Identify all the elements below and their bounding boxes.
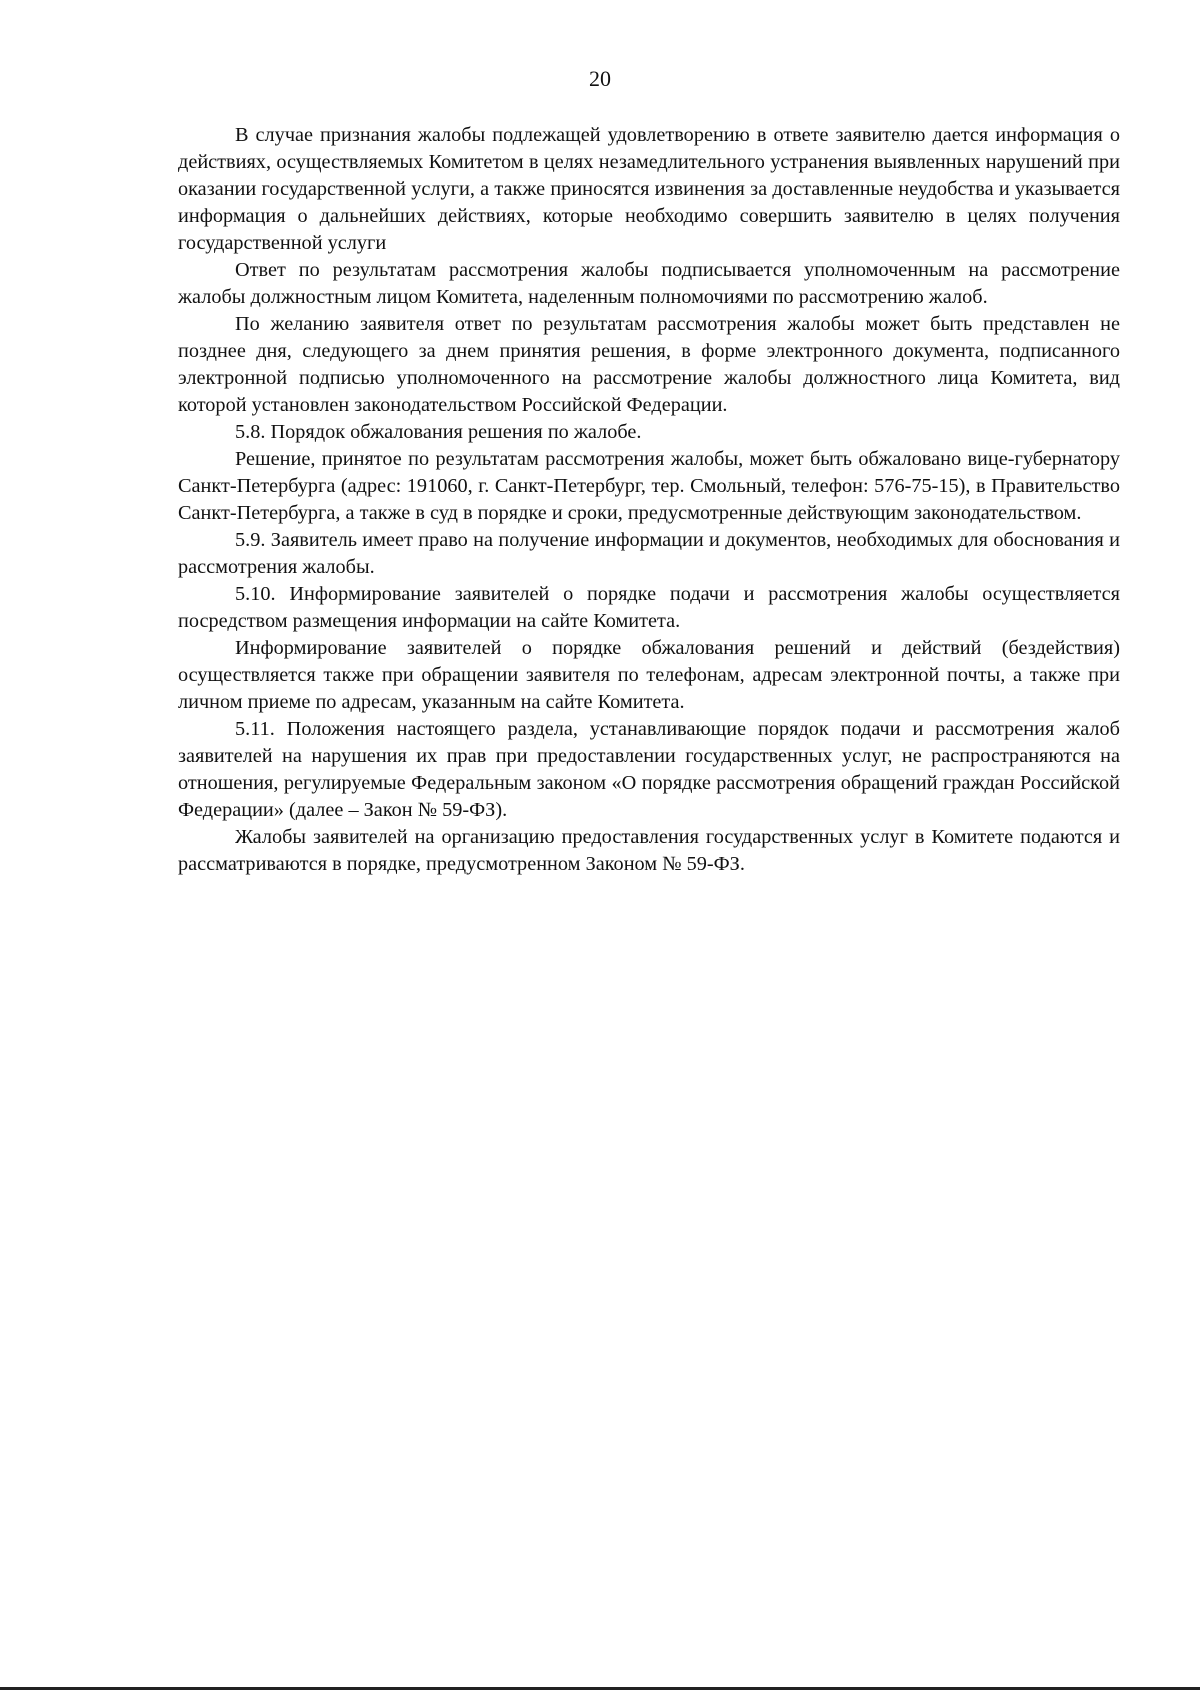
paragraph-complaints-59-fz: Жалобы заявителей на организацию предоставления государственных услуг в Комитете подаются и рассматриваются в порядке, предусмотренном Законом № 59-ФЗ. <box>178 826 1120 875</box>
section-5-10: 5.10. Информирование заявителей о порядке подачи и рассмотрения жалобы осуществляется посредством размещения информации на сайте Комитета. <box>178 583 1120 632</box>
document-body <box>178 122 1120 878</box>
bottom-border-line <box>0 1687 1200 1690</box>
page-number: 20 <box>589 66 611 91</box>
paragraph-complaint-satisfied: В случае признания жалобы подлежащей удовлетворению в ответе заявителю дается информация о действиях, осуществляемых Комитетом в целях незамедлительного устранения выявленных нарушений при оказании государственной услуги, а также приносятся извинения за доставленные неудобства и указывается информация о дальнейших действиях, которые необходимо совершить заявителю в целях получения государственной услуги <box>178 124 1120 254</box>
section-5-11: 5.11. Положения настоящего раздела, устанавливающие порядок подачи и рассмотрения жалоб заявителей на нарушения их прав при предоставлении государственных услуг, не распространяются на отношения, регулируемые Федеральным законом «О порядке рассмотрения обращений граждан Российской Федерации» (далее – Закон № 59-ФЗ). <box>178 718 1120 821</box>
section-heading-5-8: 5.8. Порядок обжалования решения по жалобе. <box>235 421 642 443</box>
paragraph-appeal-decision: Решение, принятое по результатам рассмотрения жалобы, может быть обжаловано вице-губернатору Санкт-Петербурга (адрес: 191060, г. Санкт-Петербург, тер. Смольный, телефон: 576-75-15), в Правительство Санкт-Петербурга, а также в суд в порядке и сроки, предусмотренные действующим законодательством. <box>178 448 1120 524</box>
section-5-9: 5.9. Заявитель имеет право на получение информации и документов, необходимых для обоснования и рассмотрения жалобы. <box>178 529 1120 578</box>
paragraph-informing-applicants: Информирование заявителей о порядке обжалования решений и действий (бездействия) осуществляется также при обращении заявителя по телефонам, адресам электронной почты, а также при личном приеме по адресам, указанным на сайте Комитета. <box>178 637 1120 713</box>
paragraph-response-signed: Ответ по результатам рассмотрения жалобы подписывается уполномоченным на рассмотрение жалобы должностным лицом Комитета, наделенным полномочиями по рассмотрению жалоб. <box>178 259 1120 308</box>
paragraph-electronic-response: По желанию заявителя ответ по результатам рассмотрения жалобы может быть представлен не позднее дня, следующего за днем принятия решения, в форме электронного документа, подписанного электронной подписью уполномоченного на рассмотрение жалобы должностного лица Комитета, вид которой установлен законодательством Российской Федерации. <box>178 313 1120 416</box>
